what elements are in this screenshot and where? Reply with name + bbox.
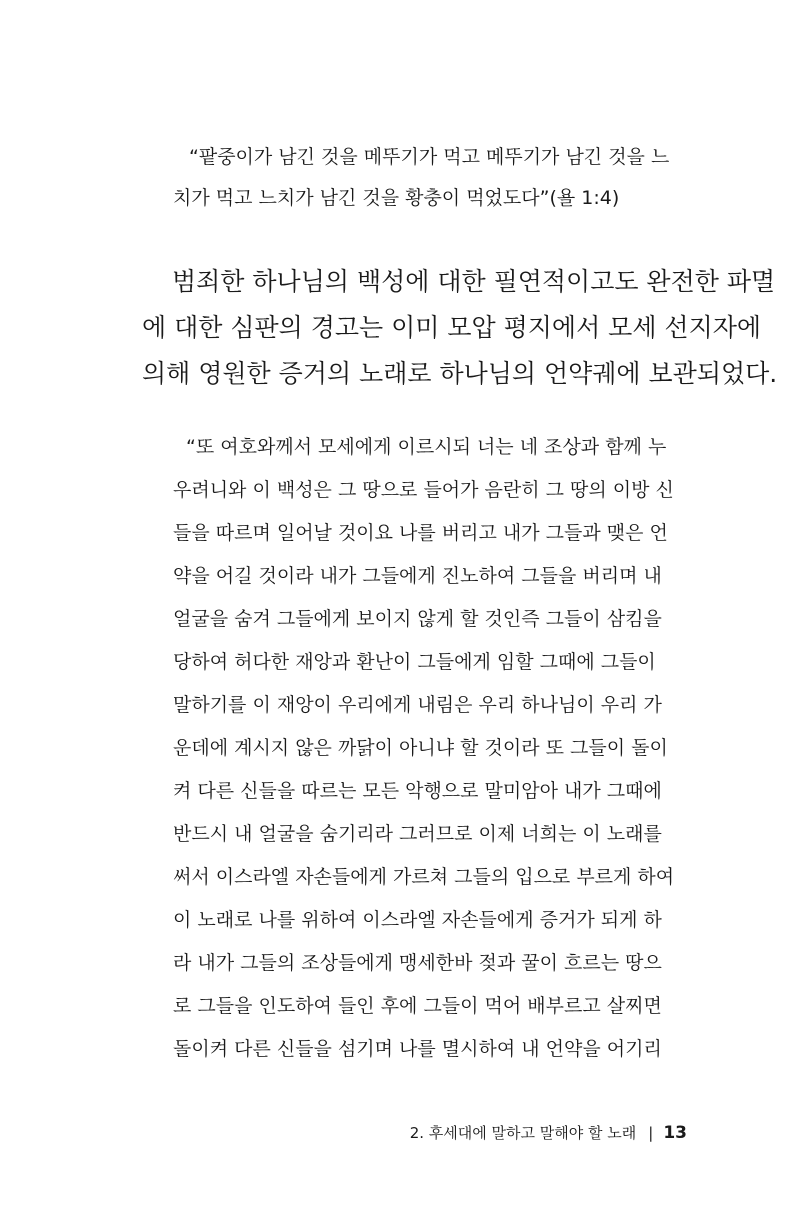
quote-line: 우려니와 이 백성은 그 땅으로 들어가 음란히 그 땅의 이방 신	[173, 479, 674, 501]
quote-line: “팥중이가 남긴 것을 메뚜기가 먹고 메뚜기가 남긴 것을 느	[189, 146, 670, 168]
paragraph-line: 에 대한 심판의 경고는 이미 모압 평지에서 모세 선지자에	[142, 313, 762, 342]
quote-line: 켜 다른 신들을 따르는 모든 악행으로 말미암아 내가 그때에	[173, 780, 662, 802]
quote-line: 반드시 내 얼굴을 숨기리라 그러므로 이제 너희는 이 노래를	[173, 823, 662, 845]
quote-line: 얼굴을 숨겨 그들에게 보이지 않게 할 것인즉 그들이 삼킴을	[173, 608, 662, 630]
quote-line: “또 여호와께서 모세에게 이르시되 너는 네 조상과 함께 누	[186, 436, 667, 458]
paragraph-line: 범죄한 하나님의 백성에 대한 필연적이고도 완전한 파멸	[172, 267, 776, 296]
quote-line: 당하여 허다한 재앙과 환난이 그들에게 임할 그때에 그들이	[173, 651, 656, 673]
chapter-title: 2. 후세대에 말하고 말해야 할 노래	[409, 1124, 637, 1142]
quote-line: 돌이켜 다른 신들을 섬기며 나를 멸시하여 내 언약을 어기리	[173, 1038, 662, 1060]
quote-line: 이 노래로 나를 위하여 이스라엘 자손들에게 증거가 되게 하	[173, 909, 662, 931]
quote-line: 말하기를 이 재앙이 우리에게 내림은 우리 하나님이 우리 가	[173, 694, 662, 716]
footer-separator: |	[648, 1123, 654, 1142]
quote-line: 들을 따르며 일어날 것이요 나를 버리고 내가 그들과 맺은 언	[173, 522, 668, 544]
quote-line: 약을 어길 것이라 내가 그들에게 진노하여 그들을 버리며 내	[173, 565, 662, 587]
quote-line: 로 그들을 인도하여 들인 후에 그들이 먹어 배부르고 살찌면	[173, 995, 662, 1017]
paragraph-line: 의해 영원한 증거의 노래로 하나님의 언약궤에 보관되었다.	[142, 359, 778, 388]
page-footer	[410, 1122, 687, 1143]
page-number: 13	[663, 1122, 687, 1143]
quote-line: 치가 먹고 느치가 남긴 것을 황충이 먹었도다”(욜 1:4)	[173, 187, 620, 209]
quote-line: 라 내가 그들의 조상들에게 맹세한바 젖과 꿀이 흐르는 땅으	[173, 952, 662, 974]
quote-line: 운데에 계시지 않은 까닭이 아니냐 할 것이라 또 그들이 돌이	[173, 737, 668, 759]
quote-line: 써서 이스라엘 자손들에게 가르쳐 그들의 입으로 부르게 하여	[173, 866, 675, 888]
